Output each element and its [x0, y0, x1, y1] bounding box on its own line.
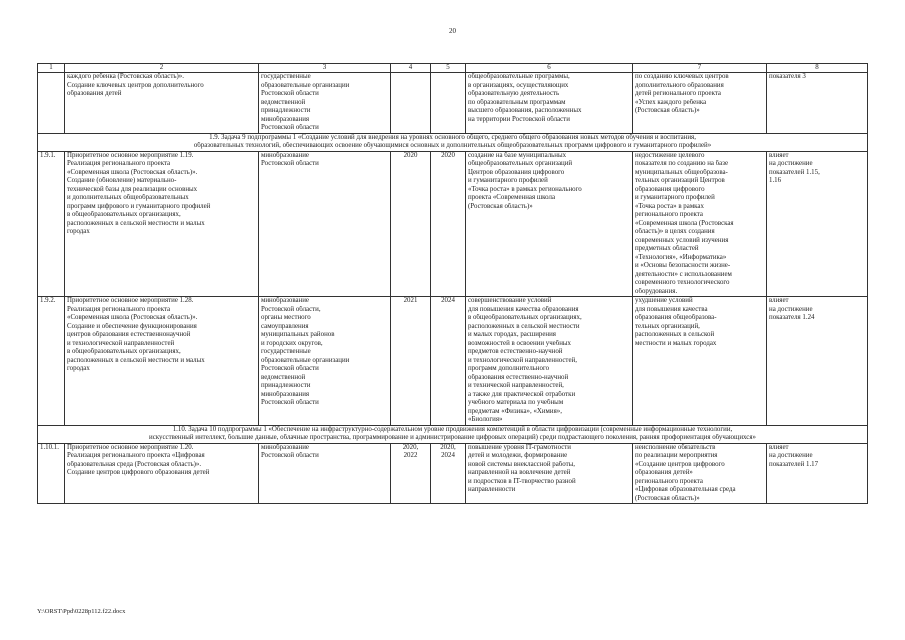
cell-text-line: 1.10. Задача 10 подпрограммы 1 «Обеспечение на инфраструктурно-содержательном уровне продвижения компетенций в области цифровизации (современные информационные технологии,: [172, 425, 733, 433]
consequences-cell: [633, 151, 767, 297]
start-year-cell: [391, 73, 431, 134]
cell-text-line: расположенных в сельской: [635, 331, 715, 338]
cell-text-line: Создание и обеспечение функционирования: [67, 322, 197, 330]
cell-text-line: показателя 1.24: [769, 314, 815, 321]
cell-text-line: предметных областей: [635, 245, 699, 252]
cell-text-line: Ростовской области: [261, 365, 319, 372]
cell-text-line: на достижение: [769, 452, 813, 459]
cell-text-line: 2020,: [402, 443, 419, 451]
cell-text-line: центров образования естественнонаучной: [67, 331, 191, 338]
cell-text-line: муниципальных районов: [261, 331, 335, 338]
cell-text-line: «Технология», «Информатика»: [635, 253, 727, 261]
cell-text-line: неисполнение обязательств: [635, 443, 716, 451]
column-number: 1: [38, 64, 65, 73]
cell-text-line: расположенных в сельской местности: [468, 322, 580, 330]
cell-text-line: общеобразовательные программы,: [468, 73, 570, 80]
cell-text-line: современного технологического: [635, 279, 730, 286]
cell-text-line: и технологической направленностей: [67, 339, 175, 347]
cell-text-line: в общеобразовательных организациях,: [67, 211, 181, 218]
measure-name-cell: [65, 297, 259, 426]
cell-text-line: Приоритетное основное мероприятие 1.20.: [67, 443, 194, 451]
cell-text-line: высшего образования, расположенных: [468, 107, 582, 114]
cell-text-line: и гуманитарного профилей: [635, 194, 715, 201]
cell-text-line: 2020: [403, 151, 418, 159]
expected-result-cell: [466, 151, 633, 297]
end-year-cell: [431, 151, 466, 297]
cell-text-line: влияет: [769, 151, 789, 159]
cell-text-line: влияет: [769, 443, 789, 451]
cell-text-line: и технической направленностей,: [468, 382, 564, 389]
start-year-cell: [391, 443, 431, 504]
cell-text-line: образовательная среда (Ростовская область)».: [67, 460, 202, 468]
cell-text-line: показателя 3: [769, 73, 806, 80]
cell-text-line: образования естественно-научной: [468, 373, 569, 381]
cell-text-line: и городских округов,: [261, 339, 323, 347]
start-year-cell: [391, 297, 431, 426]
cell-text-line: детей и молодежи, формирование: [468, 452, 568, 459]
cell-text-line: по созданию ключевых центров: [635, 73, 729, 80]
cell-text-line: Создание центров цифрового образования детей: [67, 469, 210, 476]
start-year-cell: [391, 151, 431, 297]
cell-text-line: Реализация регионального проекта «Цифровая: [67, 452, 205, 459]
expected-result-cell: [466, 73, 633, 134]
cell-text-line: и малых городах, расширения: [468, 331, 556, 338]
section-row: [38, 133, 868, 151]
cell-text-line: технической базы для реализации основных: [67, 185, 198, 193]
cell-text-line: «Современная школа (Ростовская: [635, 219, 734, 227]
section-heading-1-10: [38, 425, 868, 443]
cell-text-line: 1.9.2.: [40, 297, 56, 304]
end-year-cell: [431, 297, 466, 426]
column-number: 5: [431, 64, 466, 73]
cell-text-line: минобразования: [261, 390, 310, 398]
cell-text-line: 2022: [403, 452, 418, 459]
measures-table: [37, 63, 868, 504]
cell-text-line: Ростовской области: [261, 452, 319, 459]
column-number: 8: [767, 64, 868, 73]
cell-text-line: городах: [67, 228, 90, 235]
cell-text-line: образовательную деятельность: [468, 90, 560, 97]
cell-text-line: новой системы внеклассной работы,: [468, 460, 576, 468]
cell-text-line: образовательные организации: [261, 356, 350, 364]
cell-text-line: Создание ключевых центров дополнительного: [67, 81, 204, 89]
cell-text-line: «Создание центров цифрового: [635, 460, 725, 468]
cell-text-line: 1.9.1.: [40, 151, 56, 159]
cell-text-line: органы местного: [261, 314, 311, 321]
cell-text-line: минобразование: [261, 443, 309, 451]
measure-name-cell: [65, 151, 259, 297]
column-number: 2: [65, 64, 259, 73]
cell-text-line: принадлежности: [261, 107, 311, 114]
cell-text-line: (Ростовская область)»: [468, 202, 533, 210]
cell-text-line: «Точка роста» в рамках: [635, 202, 704, 210]
cell-text-line: Приоритетное основное мероприятие 1.19.: [67, 151, 194, 159]
cell-text-line: Ростовской области: [261, 399, 319, 406]
cell-text-line: для повышения качества образования: [468, 305, 579, 313]
cell-text-line: городах: [67, 365, 90, 372]
cell-text-line: 1.10.1.: [40, 443, 59, 451]
cell-text-line: Ростовской области: [261, 160, 319, 167]
column-number: 4: [391, 64, 431, 73]
row-number-cell: [38, 151, 65, 297]
cell-text-line: влияет: [769, 297, 789, 304]
indicator-link-cell: [767, 73, 868, 134]
cell-text-line: в общеобразовательных организациях,: [67, 348, 181, 355]
section-row: [38, 425, 868, 443]
cell-text-line: деятельности» с использованием: [635, 270, 732, 278]
expected-result-cell: [466, 443, 633, 504]
cell-text-line: расположенных в сельской местности и малых: [67, 356, 205, 364]
executor-cell: [259, 443, 391, 504]
cell-text-line: дополнительного образования: [635, 81, 724, 89]
cell-text-line: направленной на вовлечение детей: [468, 469, 571, 476]
cell-text-line: по реализации мероприятия: [635, 452, 718, 459]
cell-text-line: «Современная школа (Ростовская область)».: [67, 314, 198, 321]
cell-text-line: «Биология»: [468, 416, 503, 423]
cell-text-line: расположенных в сельской местности и малых: [67, 219, 205, 227]
file-path-footer: Y:\ORST\Ppd\0228p112.f22.docx: [37, 608, 126, 615]
consequences-cell: [633, 73, 767, 134]
cell-text-line: Ростовской области: [261, 90, 319, 97]
cell-text-line: минобразование: [261, 151, 309, 159]
cell-text-line: направленности: [468, 486, 516, 493]
cell-text-line: Создание (обновление) материально-: [67, 177, 177, 184]
cell-text-line: Ростовской области: [261, 124, 319, 131]
cell-text-line: совершенствование условий: [468, 297, 552, 304]
cell-text-line: «Успех каждого ребенка: [635, 98, 707, 106]
cell-text-line: самоуправления: [261, 322, 309, 330]
cell-text-line: местности и малых городах: [635, 339, 717, 347]
cell-text-line: «Цифровая образовательная среда: [635, 486, 736, 493]
executor-cell: [259, 151, 391, 297]
cell-text-line: и гуманитарного профилей: [468, 177, 548, 184]
cell-text-line: 2020,: [440, 443, 456, 451]
cell-text-line: регионального проекта: [635, 477, 703, 485]
row-number-cell: [38, 297, 65, 426]
cell-text-line: 2024: [441, 297, 455, 304]
cell-text-line: образовательных технологий, обеспечивающих освоение обучающимися основных и дополнительных общеобразовательных программ цифрового и гуманитарного профилей»: [193, 142, 712, 149]
consequences-cell: [633, 443, 767, 504]
cell-text-line: образования цифрового: [635, 185, 705, 193]
cell-text-line: ведомственной: [261, 98, 306, 106]
cell-text-line: программ дополнительного: [468, 365, 550, 372]
cell-text-line: 2024: [441, 452, 455, 459]
cell-text-line: показателей 1.17: [769, 460, 819, 468]
measure-name-cell: [65, 443, 259, 504]
section-heading-1-9: [38, 133, 868, 151]
cell-text-line: а также для практической отработки: [468, 390, 576, 398]
cell-text-line: на территории Ростовской области: [468, 115, 570, 123]
row-number-cell: [38, 443, 65, 504]
cell-text-line: проекта «Современная школа: [468, 194, 555, 201]
measure-name-cell: [65, 73, 259, 134]
table-row: [38, 151, 868, 297]
indicator-link-cell: [767, 297, 868, 426]
cell-text-line: тельных организаций Центров: [635, 177, 725, 184]
cell-text-line: детей регионального проекта: [635, 90, 721, 97]
cell-text-line: тельных организаций,: [635, 322, 700, 330]
cell-text-line: «Точка роста» в рамках регионального: [468, 185, 582, 193]
column-number: 3: [259, 64, 391, 73]
cell-text-line: образовательные организации: [261, 81, 350, 89]
cell-text-line: показателя по созданию на базе: [635, 160, 729, 167]
cell-text-line: Реализация регионального проекта: [67, 305, 171, 313]
cell-text-line: образования детей: [67, 90, 122, 97]
cell-text-line: ухудшение условий: [635, 297, 693, 304]
cell-text-line: минобразования: [261, 115, 310, 123]
cell-text-line: современных условий изучения: [635, 236, 729, 244]
table-row: [38, 443, 868, 504]
cell-text-line: предметов естественно-научной: [468, 348, 563, 355]
cell-text-line: по образовательным программам: [468, 98, 566, 106]
cell-text-line: 2021: [403, 297, 418, 304]
cell-text-line: в организациях, осуществляющих: [468, 81, 569, 89]
consequences-cell: [633, 297, 767, 426]
cell-text-line: минобразование: [261, 297, 309, 304]
cell-text-line: повышение уровня IT-грамотности: [468, 443, 571, 451]
cell-text-line: регионального проекта: [635, 211, 703, 218]
cell-text-line: общеобразовательных организаций: [468, 160, 573, 167]
column-number: 6: [466, 64, 633, 73]
column-number: 7: [633, 64, 767, 73]
cell-text-line: Центров образования цифрового: [468, 168, 565, 176]
cell-text-line: 2020: [441, 151, 455, 159]
cell-text-line: 1.9. Задача 9 подпрограммы 1 «Создание условий для внедрения на уровнях основного общего, среднего общего образования новых методов обучения и воспитания,: [209, 133, 696, 141]
cell-text-line: Реализация регионального проекта: [67, 160, 171, 167]
cell-text-line: Ростовской области,: [261, 305, 321, 313]
cell-text-line: предметам «Физика», «Химия»,: [468, 407, 562, 415]
cell-text-line: «Современная школа (Ростовская область)».: [67, 168, 198, 176]
cell-text-line: для повышения качества: [635, 305, 708, 313]
table-row: [38, 73, 868, 134]
cell-text-line: область)» в целях создания: [635, 228, 715, 235]
cell-text-line: и «Основы безопасности жизне-: [635, 262, 731, 269]
indicator-link-cell: [767, 443, 868, 504]
cell-text-line: на достижение: [769, 160, 813, 167]
cell-text-line: недостижение целевого: [635, 151, 705, 159]
cell-text-line: возможностей в освоении учебных: [468, 339, 571, 347]
cell-text-line: ведомственной: [261, 373, 306, 381]
cell-text-line: принадлежности: [261, 382, 311, 389]
cell-text-line: программ цифрового и гуманитарного профилей: [67, 202, 211, 210]
page-number: 20: [449, 27, 456, 35]
cell-text-line: (Ростовская область)»: [635, 494, 700, 502]
executor-cell: [259, 73, 391, 134]
cell-text-line: каждого ребенка (Ростовская область)».: [67, 73, 184, 80]
table-row: [38, 297, 868, 426]
end-year-cell: [431, 443, 466, 504]
cell-text-line: образования общеобразова-: [635, 314, 717, 321]
cell-text-line: в общеобразовательных организациях,: [468, 314, 582, 321]
expected-result-cell: [466, 297, 633, 426]
cell-text-line: и дополнительных общеобразовательных: [67, 194, 189, 201]
cell-text-line: муниципальных общеобразова-: [635, 168, 728, 176]
cell-text-line: 1.16: [769, 177, 782, 184]
indicator-link-cell: [767, 151, 868, 297]
cell-text-line: учебного материала по учебным: [468, 399, 564, 406]
cell-text-line: образования детей»: [635, 469, 693, 476]
cell-text-line: государственные: [261, 73, 311, 80]
cell-text-line: (Ростовская область)»: [635, 107, 700, 114]
cell-text-line: государственные: [261, 348, 311, 355]
cell-text-line: показателей 1.15,: [769, 168, 820, 176]
cell-text-line: создание на базе муниципальных: [468, 151, 567, 159]
cell-text-line: и технологической направленностей,: [468, 356, 577, 364]
cell-text-line: на достижение: [769, 305, 813, 313]
cell-text-line: Приоритетное основное мероприятие 1.28.: [67, 297, 194, 304]
table-header-row: [38, 64, 868, 73]
cell-text-line: искусственный интеллект, большие данные, облачные пространства, программирование и администрирование цифровых операций) среди подрастающего поколения, ранняя профориентация обучающихся»: [149, 434, 756, 441]
executor-cell: [259, 297, 391, 426]
end-year-cell: [431, 73, 466, 134]
cell-text-line: и подростков в IT-творчество разной: [468, 477, 576, 485]
row-number-cell: [38, 73, 65, 134]
cell-text-line: оборудования.: [635, 287, 678, 295]
